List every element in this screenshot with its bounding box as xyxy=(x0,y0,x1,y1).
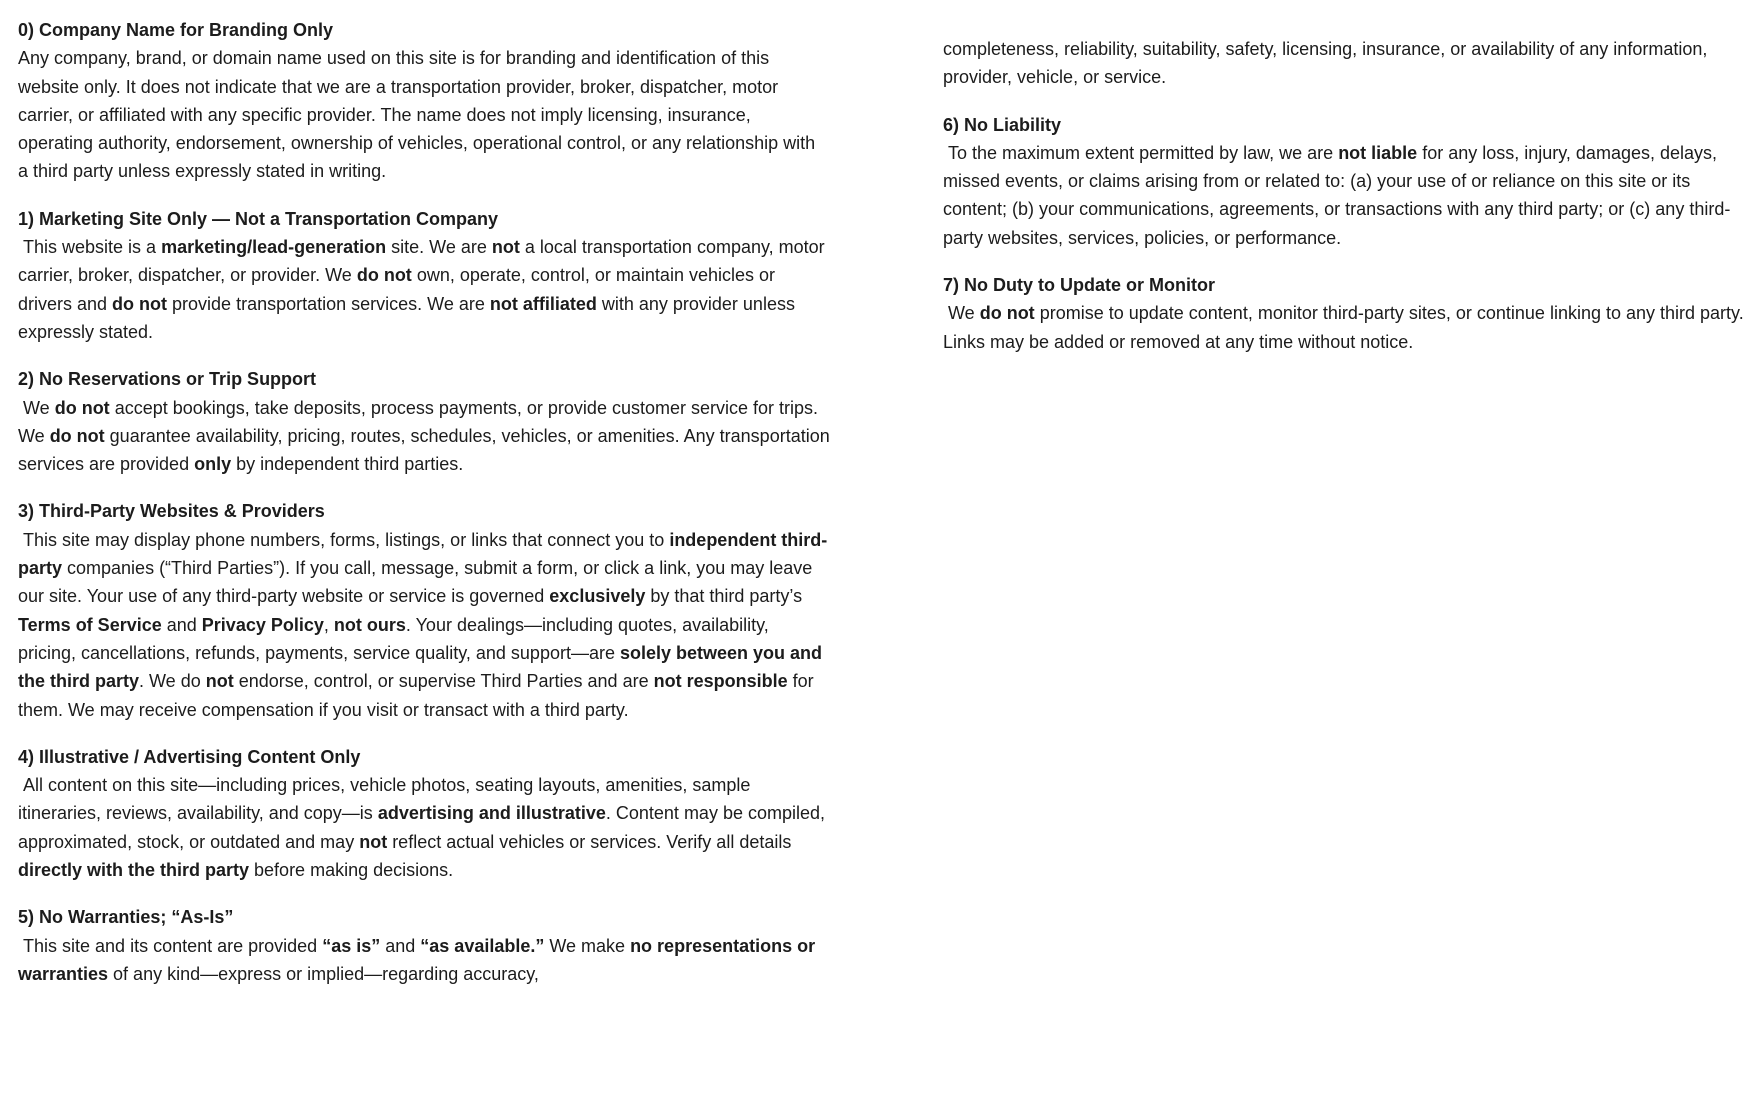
text-run-bold: marketing/lead-generation xyxy=(161,237,387,258)
text-run: We xyxy=(943,303,980,324)
text-run: accept bookings, take deposits, process payments, or provide customer service for trips. We xyxy=(18,397,824,446)
disclaimer-section xyxy=(18,743,830,884)
text-run-bold: not xyxy=(491,237,520,258)
text-run: a local transportation company, motor carrier, broker, dispatcher, or provider. We xyxy=(18,237,830,286)
text-run: We make xyxy=(544,935,631,956)
text-run-bold: not liable xyxy=(1338,142,1418,163)
text-run: . Content may be compiled, approximated, stock, or outdated and may xyxy=(18,803,831,852)
text-run: and xyxy=(161,614,202,635)
text-run-bold: no representations or warranties xyxy=(18,935,821,984)
text-run: and xyxy=(380,935,421,956)
text-run-bold: not affiliated xyxy=(489,293,597,314)
text-run-bold: independent third-party xyxy=(18,529,828,579)
text-run: All content on this site—including prices, vehicle photos, seating layouts, amenities, sample itineraries, reviews, availability, and copy—is xyxy=(18,775,756,824)
text-run: by that third party’s xyxy=(645,586,808,607)
section-heading: 1) Marketing Site Only — Not a Transportation Company xyxy=(18,208,499,229)
text-run-bold: do not xyxy=(979,303,1035,324)
text-run-bold: directly with the third party xyxy=(18,860,250,881)
disclaimer-section xyxy=(18,205,830,346)
text-run: To the maximum extent permitted by law, we are xyxy=(943,142,1339,163)
disclaimer-section xyxy=(943,271,1749,356)
section-paragraph xyxy=(18,932,830,989)
text-run: We xyxy=(18,397,55,418)
text-run: promise to update content, monitor third-party sites, or continue linking to any third party. Links may be added or removed at any time without notice. xyxy=(943,303,1749,352)
document-column-right xyxy=(943,16,1749,375)
text-run: for them. We may receive compensation if you visit or transact with a third party. xyxy=(18,671,819,720)
text-run: Any company, brand, or domain name used on this site is for branding and identification of this website only. It does not indicate that we are a transportation provider, broker, dispatcher, motor carrier, or affiliated with any specific provider. The name does not imply licensing, insurance, operating authority, endorsement, ownership of vehicles, operational control, or any relationship with a third party unless expressly stated in writing. xyxy=(18,48,821,182)
disclaimer-section xyxy=(943,111,1745,252)
text-run: This website is a xyxy=(18,237,162,258)
text-run: endorse, control, or supervise Third Parties and are xyxy=(233,671,654,692)
text-run: site. We are xyxy=(386,237,492,258)
text-run-bold: not xyxy=(205,671,234,692)
disclaimer-section xyxy=(18,903,830,988)
disclaimer-section xyxy=(18,365,835,478)
document-column-left xyxy=(18,16,835,1007)
section-paragraph xyxy=(943,35,1745,92)
text-run-bold: do not xyxy=(356,265,412,286)
section-paragraph xyxy=(18,394,835,479)
text-run: , xyxy=(323,614,334,635)
text-run-bold: exclusively xyxy=(549,586,646,607)
text-run-bold: not xyxy=(359,831,388,852)
text-run: . Your dealings—including quotes, availability, pricing, cancellations, refunds, payments, service quality, and support—are xyxy=(18,614,774,663)
text-run: by independent third parties. xyxy=(231,454,464,475)
text-run-bold: only xyxy=(194,454,232,475)
text-run-bold: not ours xyxy=(333,614,406,635)
disclaimer-section xyxy=(18,16,830,186)
section-paragraph xyxy=(18,526,830,724)
text-run-bold: solely between you and the third party xyxy=(18,642,828,692)
text-run-bold: “as is” xyxy=(322,935,381,956)
text-run: with any provider unless expressly stated. xyxy=(18,293,800,342)
section-heading: 7) No Duty to Update or Monitor xyxy=(943,275,1215,296)
text-run: of any kind—express or implied—regarding accuracy, xyxy=(108,963,539,984)
text-run-bold: “as available.” xyxy=(420,935,545,956)
section-heading: 6) No Liability xyxy=(943,114,1062,135)
text-run: This site may display phone numbers, forms, listings, or links that connect you to xyxy=(18,529,670,550)
text-run: . We do xyxy=(139,671,206,692)
text-run: for any loss, injury, damages, delays, missed events, or claims arising from or related to: (a) your use of or reliance on this site or its content; (b) your communications, agreements, or transactions with any third party; or (c) any third-party websites, services, policies, or performance. xyxy=(943,142,1731,248)
section-heading: 3) Third-Party Websites & Providers xyxy=(18,501,325,522)
text-run-bold: Privacy Policy xyxy=(201,614,324,635)
section-paragraph xyxy=(18,233,830,346)
section-heading: 0) Company Name for Branding Only xyxy=(18,20,334,40)
text-run: reflect actual vehicles or services. Verify all details xyxy=(387,831,797,852)
text-run: before making decisions. xyxy=(249,860,454,881)
text-run-bold: Terms of Service xyxy=(18,614,162,635)
disclaimer-section xyxy=(943,35,1745,92)
text-run-bold: not responsible xyxy=(653,671,788,692)
text-run: own, operate, control, or maintain vehicles or drivers and xyxy=(18,265,781,314)
section-paragraph xyxy=(18,44,830,185)
text-run: guarantee availability, pricing, routes, schedules, vehicles, or amenities. Any transportation services are provided xyxy=(18,425,835,475)
section-heading: 5) No Warranties; “As-Is” xyxy=(18,907,234,928)
section-heading: 4) Illustrative / Advertising Content Only xyxy=(18,746,361,767)
text-run-bold: do not xyxy=(49,425,105,446)
text-run: This site and its content are provided xyxy=(18,935,323,956)
text-run: companies (“Third Parties”). If you call, message, submit a form, or click a link, you may leave our site. Your use of any third-party website or service is governed xyxy=(18,558,818,607)
disclaimer-section xyxy=(18,497,830,723)
section-paragraph xyxy=(943,299,1749,356)
text-run: completeness, reliability, suitability, safety, licensing, insurance, or availability of any information, provider, vehicle, or service. xyxy=(943,39,1713,88)
text-run: provide transportation services. We are xyxy=(167,293,490,314)
section-paragraph xyxy=(943,139,1745,252)
text-run-bold: do not xyxy=(112,293,168,314)
text-run-bold: do not xyxy=(54,397,110,418)
section-paragraph xyxy=(18,771,830,884)
text-run-bold: advertising and illustrative xyxy=(377,803,606,824)
section-heading: 2) No Reservations or Trip Support xyxy=(18,369,317,390)
